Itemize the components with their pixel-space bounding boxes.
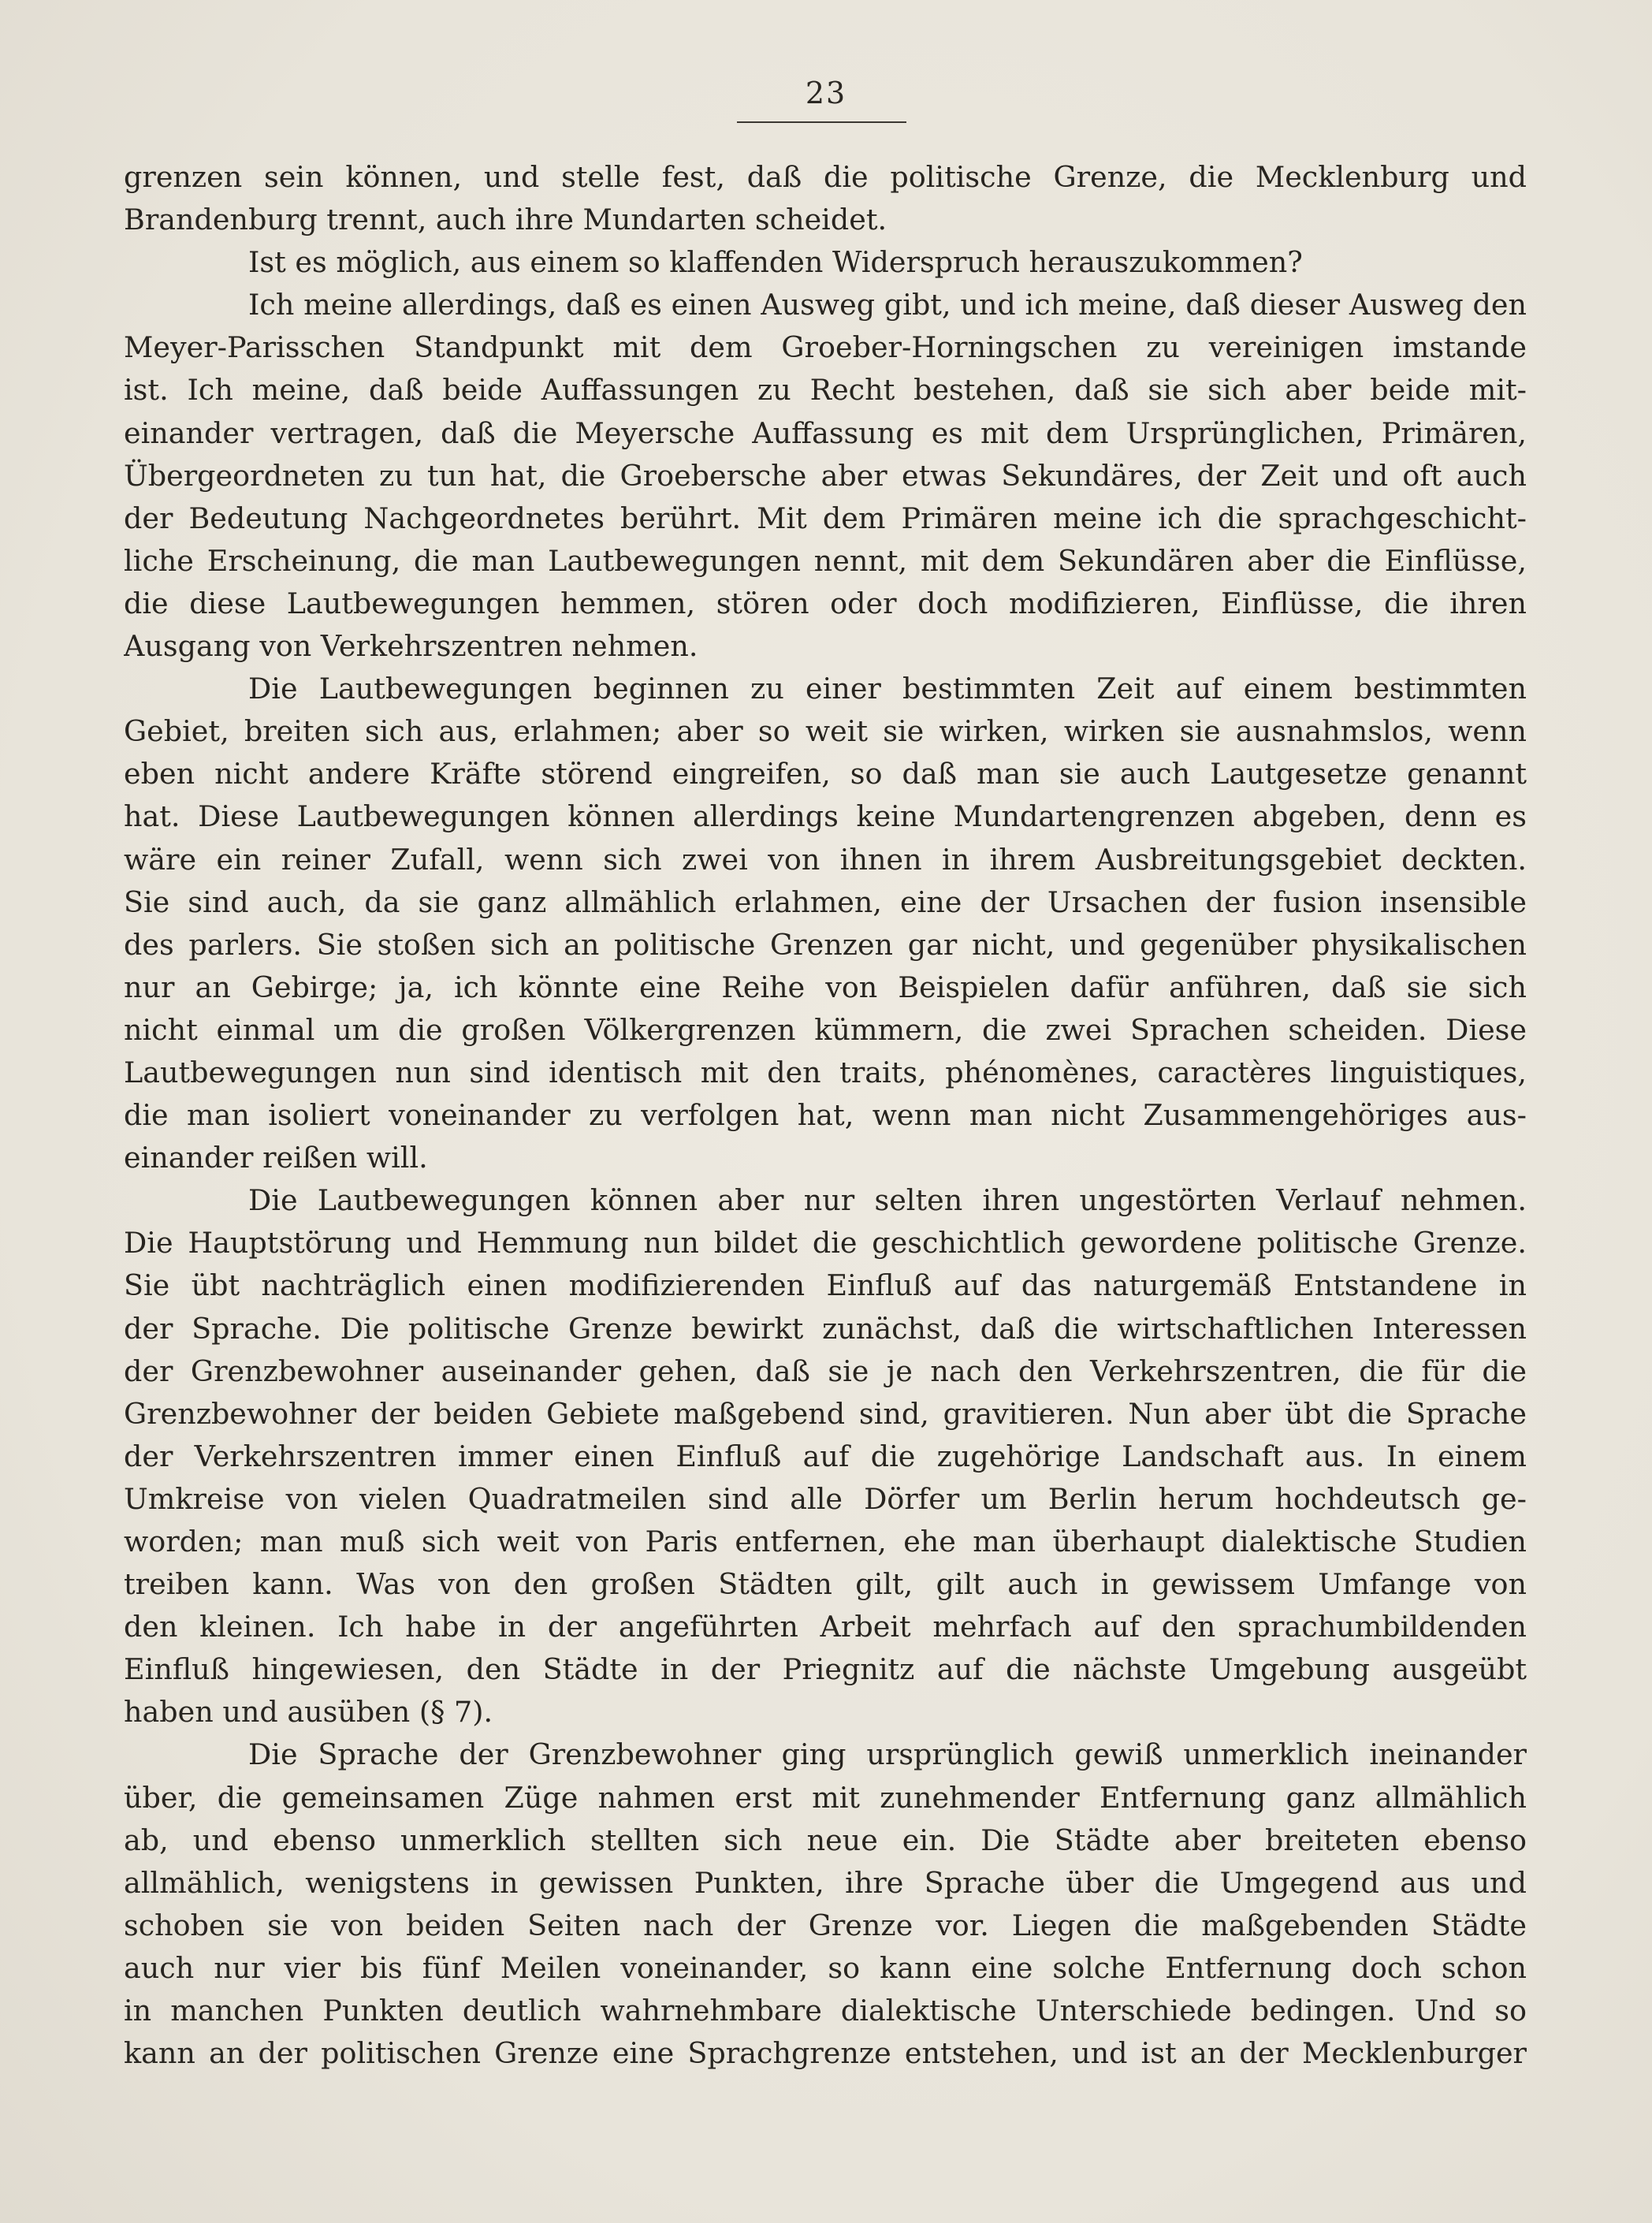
text-line: ist. Ich meine, daß beide Auffassungen zu Recht bestehen, daß sie sich aber beide mit- [124,373,1527,408]
text-line: liche Erscheinung, die man Lautbewegungen nennt, mit dem Sekundären aber die Einflüsse, [124,543,1527,578]
text-line: Übergeordneten zu tun hat, die Groebersche aber etwas Sekundäres, der Zeit und oft auch [124,458,1527,493]
text-line: Lautbewegungen nun sind identisch mit den traits, phénomènes, caractères linguistiques, [124,1055,1527,1089]
page-number: 23 [805,76,847,110]
text-line: eben nicht andere Kräfte störend eingreifen, so daß man sie auch Lautgesetze genannt [124,757,1527,791]
text-line: wäre ein reiner Zufall, wenn sich zwei von ihnen in ihrem Ausbreitungsgebiet deckten. [124,842,1527,877]
text-line: Ist es möglich, aus einem so klaffenden Widerspruch herauszukommen? [248,245,1303,280]
text-line: die diese Lautbewegungen hemmen, stören oder doch modifizieren, Einflüsse, die ihren [124,586,1527,620]
text-line: allmählich, wenigstens in gewissen Punkten, ihre Sprache über die Umgegend aus und [124,1865,1527,1900]
text-line: Brandenburg trennt, auch ihre Mundarten scheidet. [124,203,887,237]
text-line: ab, und ebenso unmerklich stellten sich neue ein. Die Städte aber breiteten ebenso [124,1823,1527,1857]
text-line: die man isoliert voneinander zu verfolgen hat, wenn man nicht Zusammengehöriges aus- [124,1098,1527,1133]
text-line: Ich meine allerdings, daß es einen Ausweg gibt, und ich meine, daß dieser Ausweg den [248,288,1527,322]
text-line: schoben sie von beiden Seiten nach der Grenze vor. Liegen die maßgebenden Städte [124,1908,1527,1942]
text-line: Die Lautbewegungen beginnen zu einer bestimmten Zeit auf einem bestimmten [248,672,1527,706]
text-line: Ausgang von Verkehrszentren nehmen. [124,629,698,664]
text-line: hat. Diese Lautbewegungen können allerdings keine Mundartengrenzen abgeben, denn es [124,799,1527,834]
text-line: des parlers. Sie stoßen sich an politische Grenzen gar nicht, und gegenüber physikalischen [124,927,1527,962]
text-line: treiben kann. Was von den großen Städten gilt, gilt auch in gewissem Umfange von [124,1567,1527,1602]
text-line: Die Hauptstörung und Hemmung nun bildet die geschichtlich gewordene politische Grenze. [124,1226,1527,1260]
text-line: der Verkehrszentren immer einen Einfluß auf die zugehörige Landschaft aus. In einem [124,1439,1527,1473]
text-line: Die Sprache der Grenzbewohner ging ursprünglich gewiß unmerklich ineinander [248,1737,1527,1772]
text-line: Gebiet, breiten sich aus, erlahmen; aber so weit sie wirken, wirken sie ausnahmslos, wenn [124,714,1527,749]
text-line: den kleinen. Ich habe in der angeführten Arbeit mehrfach auf den sprachumbildenden [124,1610,1527,1644]
text-line: Meyer-Parisschen Standpunkt mit dem Groeber-Horningschen zu vereinigen imstande [124,330,1527,365]
text-line: nur an Gebirge; ja, ich könnte eine Reihe von Beispielen dafür anführen, daß sie sich [124,970,1527,1004]
header-rule [737,121,906,123]
text-line: einander reißen will. [124,1141,428,1175]
text-line: Umkreise von vielen Quadratmeilen sind alle Dörfer um Berlin herum hochdeutsch ge- [124,1481,1527,1516]
text-line: in manchen Punkten deutlich wahrnehmbare dialektische Unterschiede bedingen. Und so [124,1994,1527,2028]
text-line: haben und ausüben (§ 7). [124,1695,493,1730]
text-line: nicht einmal um die großen Völkergrenzen kümmern, die zwei Sprachen scheiden. Diese [124,1012,1527,1047]
text-line: der Bedeutung Nachgeordnetes berührt. Mit dem Primären meine ich die sprachgeschicht- [124,501,1527,535]
text-line: Die Lautbewegungen können aber nur selten ihren ungestörten Verlauf nehmen. [248,1183,1527,1218]
text-line: über, die gemeinsamen Züge nahmen erst mit zunehmender Entfernung ganz allmählich [124,1780,1527,1815]
text-line: grenzen sein können, und stelle fest, daß die politische Grenze, die Mecklenburg und [124,160,1527,194]
text-line: auch nur vier bis fünf Meilen voneinander, so kann eine solche Entfernung doch schon [124,1950,1527,1985]
text-line: der Sprache. Die politische Grenze bewirkt zunächst, daß die wirtschaftlichen Interessen [124,1311,1527,1346]
text-line: der Grenzbewohner auseinander gehen, daß sie je nach den Verkehrszentren, die für die [124,1354,1527,1388]
text-line: Sie übt nachträglich einen modifizierenden Einfluß auf das naturgemäß Entstandene in [124,1268,1527,1303]
text-line: Sie sind auch, da sie ganz allmählich erlahmen, eine der Ursachen der fusion insensible [124,884,1527,919]
text-line: kann an der politischen Grenze eine Sprachgrenze entstehen, und ist an der Mecklenburger [124,2036,1527,2071]
text-line: worden; man muß sich weit von Paris entfernen, ehe man überhaupt dialektische Studien [124,1525,1527,1558]
text-line: Einfluß hingewiesen, den Städte in der Priegnitz auf die nächste Umgebung ausgeübt [124,1652,1527,1687]
text-line: Grenzbewohner der beiden Gebiete maßgebend sind, gravitieren. Nun aber übt die Sprache [124,1396,1527,1431]
body-text [124,156,1527,2075]
text-line: einander vertragen, daß die Meyersche Auffassung es mit dem Ursprünglichen, Primären, [124,415,1527,450]
